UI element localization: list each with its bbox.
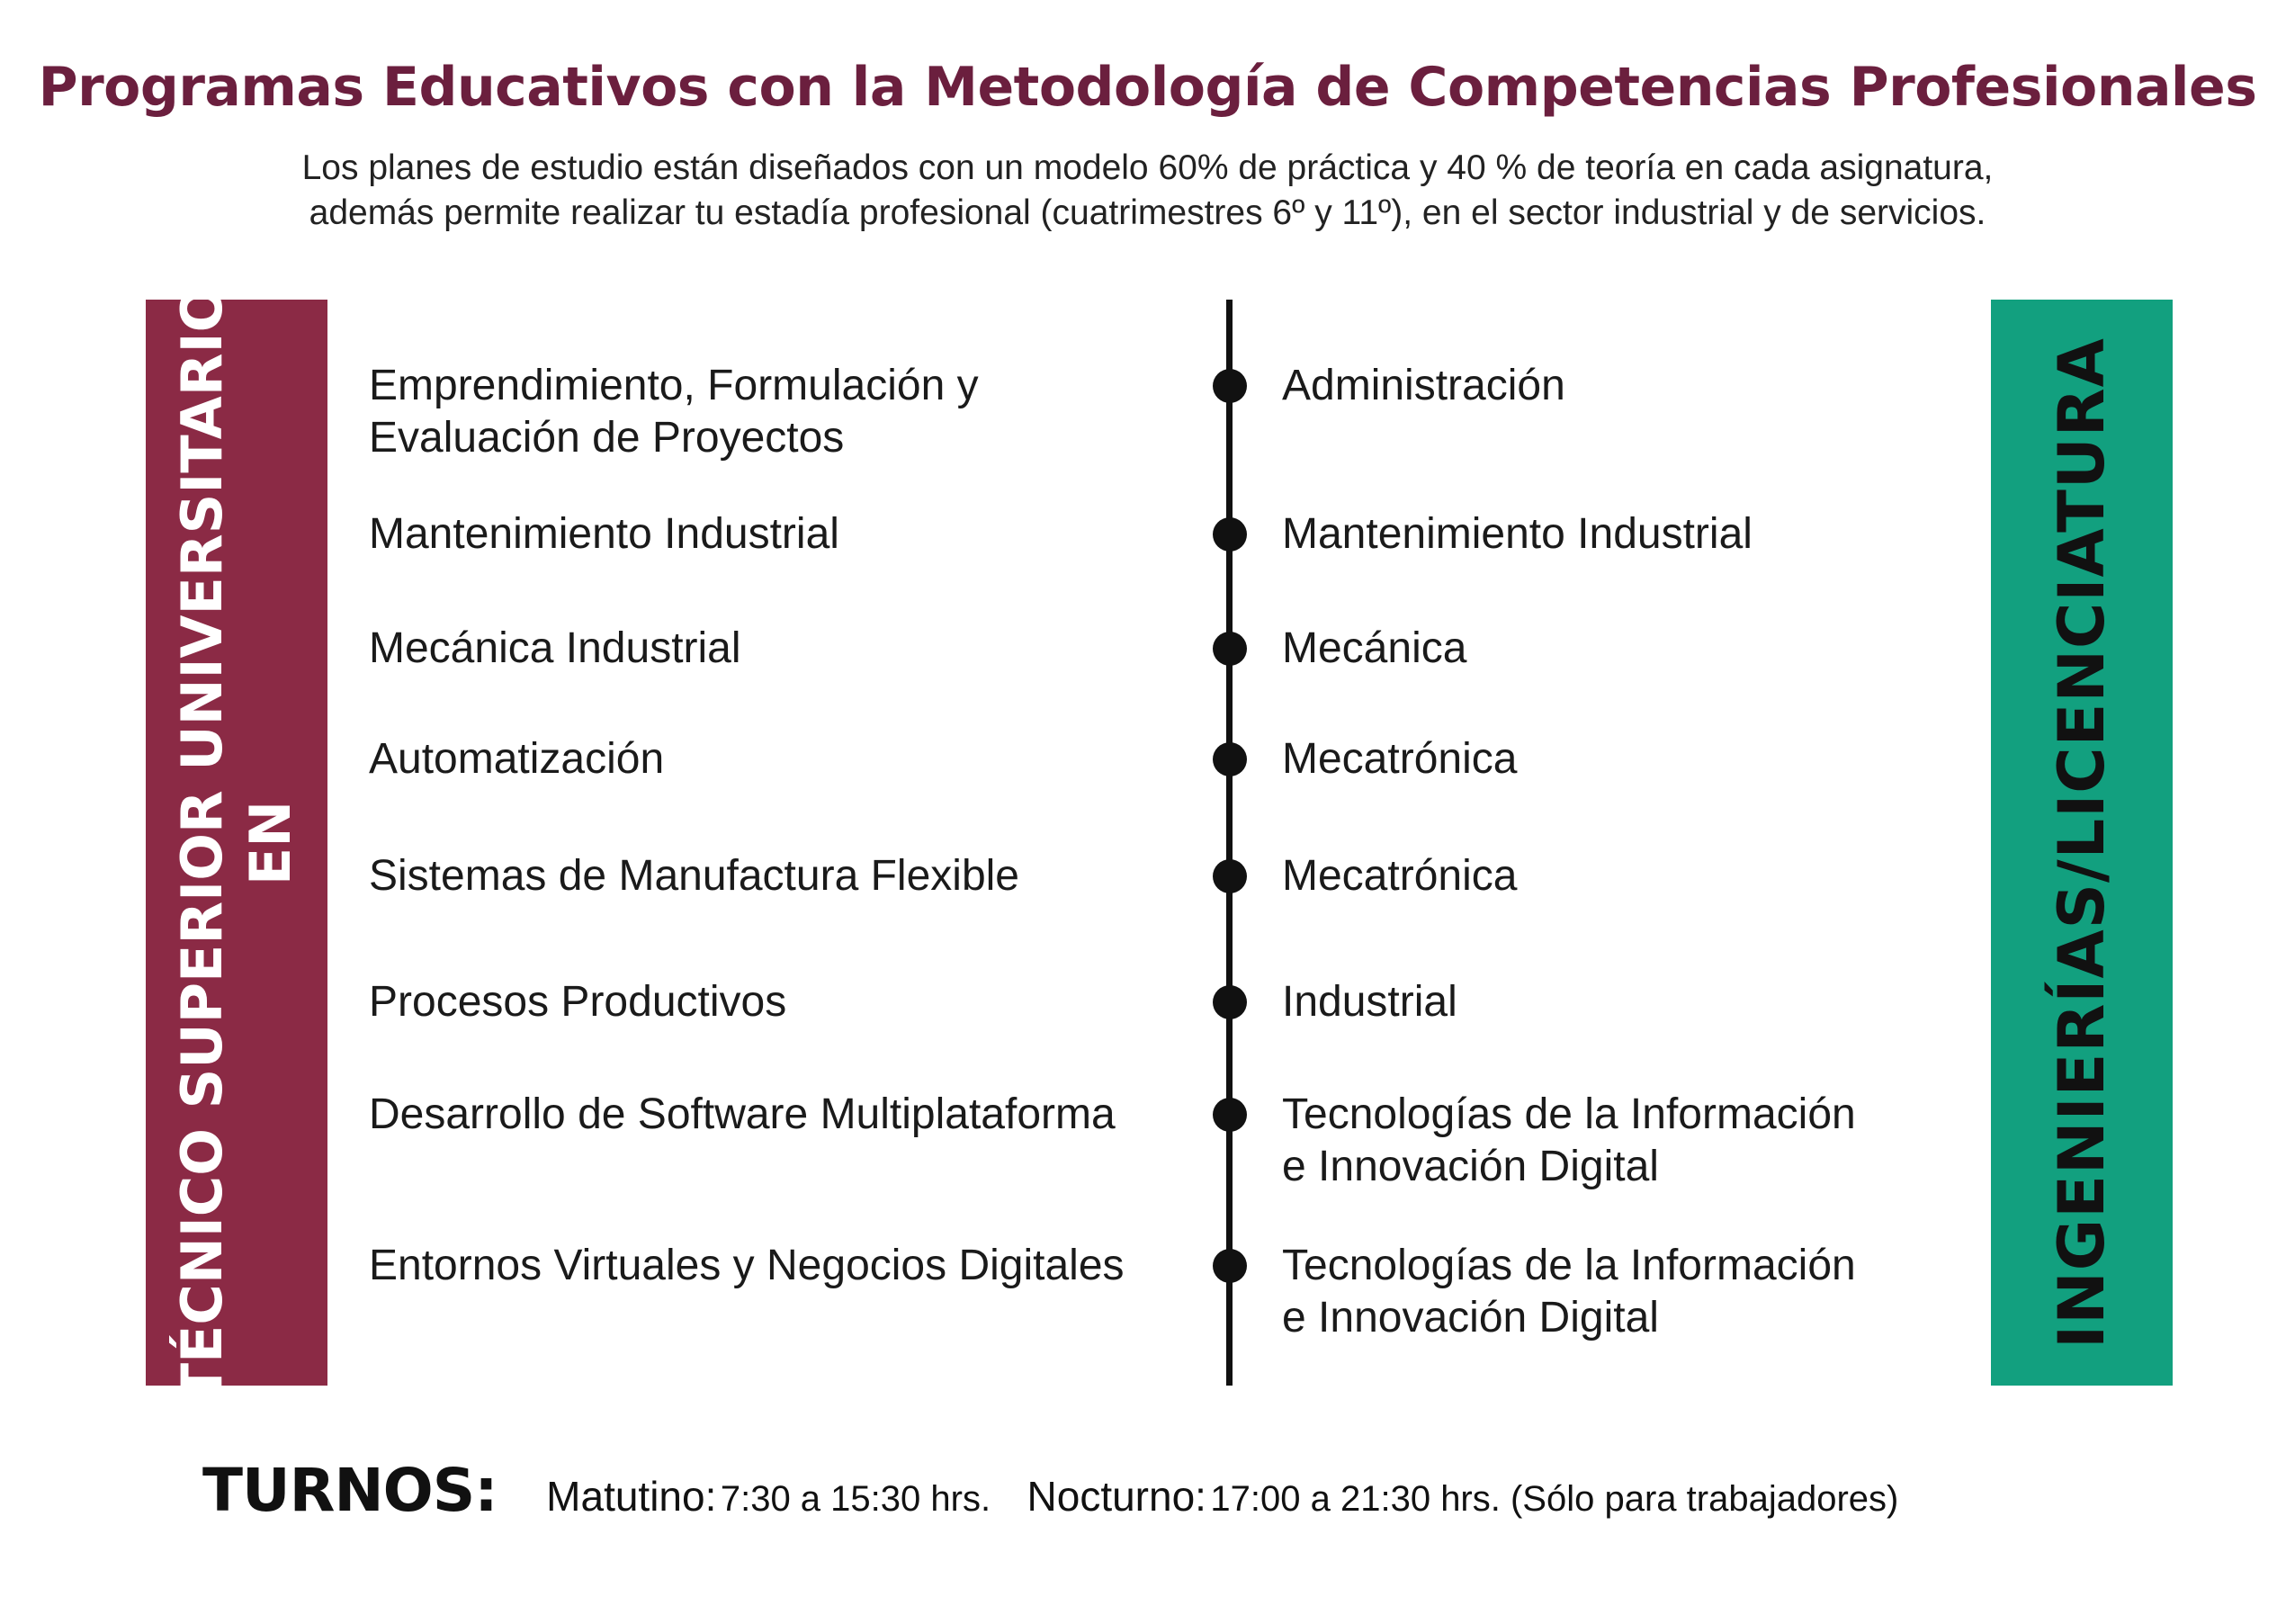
tsu-program-line: Automatización [369,735,665,783]
ingenieria-program-name [1282,1089,1856,1193]
tsu-program-name [369,850,1019,902]
timeline-dot [1213,1098,1247,1132]
tsu-program-line: Desarrollo de Software Multiplataforma [369,1090,1116,1138]
tsu-band-label [168,284,305,1401]
ingenieria-program-name [1282,1240,1856,1344]
tsu-program-name [369,976,786,1028]
tsu-band [146,284,327,1401]
timeline-dot [1213,1249,1247,1283]
tsu-program-name [369,508,839,561]
timeline-dot [1213,369,1247,403]
turnos-section [202,1456,1931,1525]
nocturno-time: 17:00 a 21:30 hrs. (Sólo para trabajadores) [1210,1479,1899,1519]
tsu-program-name [369,1240,1125,1292]
matutino-time: 7:30 a 15:30 hrs. [720,1479,991,1519]
tsu-program-name [369,623,741,675]
tsu-program-line: Entornos Virtuales y Negocios Digitales [369,1242,1125,1289]
timeline-dot [1213,517,1247,552]
ingenieria-program-name [1282,360,1565,412]
ingenieria-program-name [1282,508,1753,561]
ingenieria-program-line: Mecánica [1282,624,1467,672]
tsu-band-line-1: TÉCNICO SUPERIOR UNIVERSITARIO [169,284,235,1401]
ingenieria-program-line: Mecatrónica [1282,735,1518,783]
matutino-label: Matutino: [546,1473,717,1520]
ingenieria-program-line: Tecnologías de la Información [1282,1090,1856,1138]
subtitle-line-2: además permite realizar tu estadía profesional (cuatrimestres 6º y 11º), en el sector industrial y de servicios. [309,193,1986,232]
tsu-program-name [369,733,664,785]
nocturno-label: Nocturno: [1026,1473,1206,1520]
tsu-program-name [369,360,979,464]
subtitle-line-1: Los planes de estudio están diseñados con un modelo 60% de práctica y 40 % de teoría en cada asignatura, [301,148,1994,187]
page-title: Programas Educativos con la Metodología de Competencias Profesionales [38,56,2257,119]
ingenieria-program-name [1282,733,1517,785]
timeline-dot [1213,632,1247,666]
tsu-program-name [369,1089,1116,1141]
ingenieria-program-line: Mantenimiento Industrial [1282,510,1753,558]
ingenieria-program-name [1282,850,1517,902]
ingenieria-program-line: e Innovación Digital [1282,1143,1659,1190]
tsu-band-line-2: EN [238,800,303,885]
tsu-program-line: Mantenimiento Industrial [369,510,839,558]
ingenieria-program-line: Industrial [1282,978,1457,1026]
tsu-program-line: Mecánica Industrial [369,624,741,672]
ingenieria-band-label: INGENIERÍAS/LICENCIATURA [2045,336,2119,1349]
ingenieria-band [1991,300,2173,1386]
ingenieria-program-line: Mecatrónica [1282,852,1518,900]
ingenieria-program-line: Tecnologías de la Información [1282,1242,1856,1289]
tsu-program-line: Emprendimiento, Formulación y [369,362,979,409]
timeline-axis [1226,300,1233,1386]
ingenieria-program-line: e Innovación Digital [1282,1294,1659,1341]
timeline-dot [1213,742,1247,776]
ingenieria-program-line: Administración [1282,362,1565,409]
timeline-dot [1213,859,1247,893]
timeline-dot [1213,985,1247,1019]
ingenieria-program-name [1282,623,1466,675]
tsu-program-line: Sistemas de Manufactura Flexible [369,852,1019,900]
turnos-label: TURNOS: [202,1456,498,1525]
ingenieria-program-name [1282,976,1457,1028]
tsu-program-line: Evaluación de Proyectos [369,414,845,462]
tsu-program-line: Procesos Productivos [369,978,787,1026]
